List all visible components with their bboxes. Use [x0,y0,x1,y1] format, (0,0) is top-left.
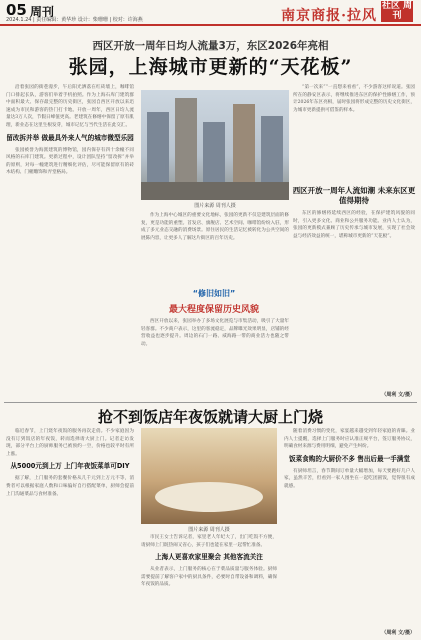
story1-column-1 [6,84,134,398]
issue-meta: 2024.1.24 | 责任编辑：黄华珍 设计：柴珊珊 | 校对：许海燕 [6,17,143,23]
story1-column-2 [141,212,289,286]
photo2-caption: 图片来源 周刊人摄 [188,527,230,533]
pull-quote-line-1: “修旧如旧” [192,289,236,298]
zhangyuan-street-photo [141,90,289,200]
pull-quote [154,288,274,315]
photo-caption: 图片来源 周刊人摄 [194,203,236,209]
story1-side-title: 西区开放一周年人流如潮 未来东区更值得期待 [292,186,416,205]
story2-column-2 [141,534,277,636]
story1-byline: （周利 文/摄） [381,392,415,398]
pull-quote-line-2: 最大程度保留历史风貌 [168,305,259,315]
story1-col3-text: “第一次来”“一直想来看看”，不少游客这样说道。张园所在的静安区表示，将继续推进东区的保护性修缮工作，预计2026年东区亮相，届时张园将形成完整的历史文化街区，为城市更新提供可借鉴的样本。 [293,85,415,113]
section-name: 周刊 [30,5,55,19]
story2-col2b-text: 从业者表示，上门服务的核心在于菜品质量与服务体验。厨师需要提前了解客户家中的厨具条件，必要时自带设备和调料，确保年夜饭的品质。 [141,567,277,588]
story2-column-3 [284,428,415,624]
story2-subhead-1: 从5000元到上万 上门年夜饭菜单可DIY [10,462,130,471]
story2-col2-text: 市民王女士告诉记者，家里老人年纪大了，出门吃饭不方便，请厨师上门既热闹又省心，孩子们也能在家里一起帮忙准备。 [141,535,277,548]
story2-subhead-3: 饭菜食购的大厨价不多 售出后最一手满堂 [289,454,410,463]
masthead-brand: 南京商报·拉风 [281,8,377,24]
story-divider [4,402,417,403]
chef-cooking-photo [141,428,277,524]
story2-col1-text: 临近春节，上门烧年夜饭的服务再次走俏。不少家庭因为没有订到饭店的年夜饭，转而选择请大厨上门。记者走访发现，部分平台上的厨师服务已被预约一空，价格也较平时有所上涨。 [6,429,134,457]
story2-col1b-text: 据了解，上门服务的套餐价格从几千元到上万元不等，消费者可以根据家庭人数和口味偏好自行搭配菜单，厨师会提前上门沟通菜品与食材准备。 [6,476,134,497]
story2-col3b-text: 有厨师坦言，春节期间订单量大幅增加，每天要跑好几户人家，虽然辛苦，但看到一家人围坐在一起吃团圆饭，觉得很有成就感。 [284,468,415,489]
story1-col3b-text: 东区的修缮将延续西区的经验，在保护建筑风貌的同时，引入更多文化、商业和公共服务功能。业内人士认为，张园的更新模式兼顾了历史传承与城市发展，实现了社会效益与经济效益的统一，堪称城市更新的“天花板”。 [293,211,415,239]
story1-col2-text: 作为上海中心城区的重要文化地标，张园的更新不仅是建筑层面的修复，更是功能的重塑。首发店、旗舰店、艺术空间、咖啡馆纷纷入驻，形成了多元业态交融的消费场景。原住居民的生活记忆被转化为公共空间的展陈内容，让更多人了解这片街区的百年历史。 [141,213,289,241]
story1-column-2b [141,318,289,398]
story1-column-3b [293,210,415,388]
story1-subhead-1: 留改拆并举 做最具外来人气的城市微型乐园 [6,133,134,142]
story2-byline: （周利 文/摄） [381,630,415,636]
story1-column-3 [293,84,415,184]
story1-col1-text: 沿着张园的街巷漫步，午后阳光洒落在红砖墙上，咖啡馆门口排起长队，游客们举着手机拍照。作为上海石库门建筑群中面积最大、保存最完整的历史街区，张园自西区开放以来迅速成为市民和游客的热门打卡地。开放一周年，西区日均人流量达3万人次，节假日峰值更高。老建筑在修缮中保留了原有肌理，新业态在这里生根发芽，城市记忆与当代生活在此交汇。 [6,85,134,128]
story1-col2b-text: 西区开放以来，张园举办了多场文化展览与市集活动，吸引了大量年轻客群。不少商户表示，这里的客流稳定，品牌曝光效果明显，店铺的经营收益也逐步提升。周边的石门一路、威海路一带的商业活力也随之带动。 [141,319,289,347]
story2-col3-text: 随着消费习惯的变化，家宴越来越受到年轻家庭的青睐。业内人士提醒，选择上门服务时应认准正规平台，签订服务协议，明确食材来源与费用明细，避免产生纠纷。 [284,429,415,450]
page-header [0,0,421,26]
story2-headline: 抢不到饭店年夜饭就请大厨上门烧 [97,408,323,426]
story1-col1b-text: 张园被誉为海派建筑的博物馆，园内保存有四十余幢不同风格的石库门建筑。更新过程中，设计团队坚持“留改拆”并举的原则，对每一幢建筑进行精细化评估，尽可能保留原有的砖木结构、门楣雕饰和弄堂格局。 [6,147,134,176]
story1-headline: 张园，上海城市更新的“天花板” [68,56,353,78]
story2-column-1 [6,428,134,636]
story2-subhead-2: 上海人更喜欢家里聚会 其他客流关注 [155,553,263,562]
story1-kicker: 西区开放一周年日均人流量3万，东区2026年亮相 [92,40,329,52]
page-number: 05 [6,1,27,19]
section-logo: 社区 周刊 [381,1,413,21]
